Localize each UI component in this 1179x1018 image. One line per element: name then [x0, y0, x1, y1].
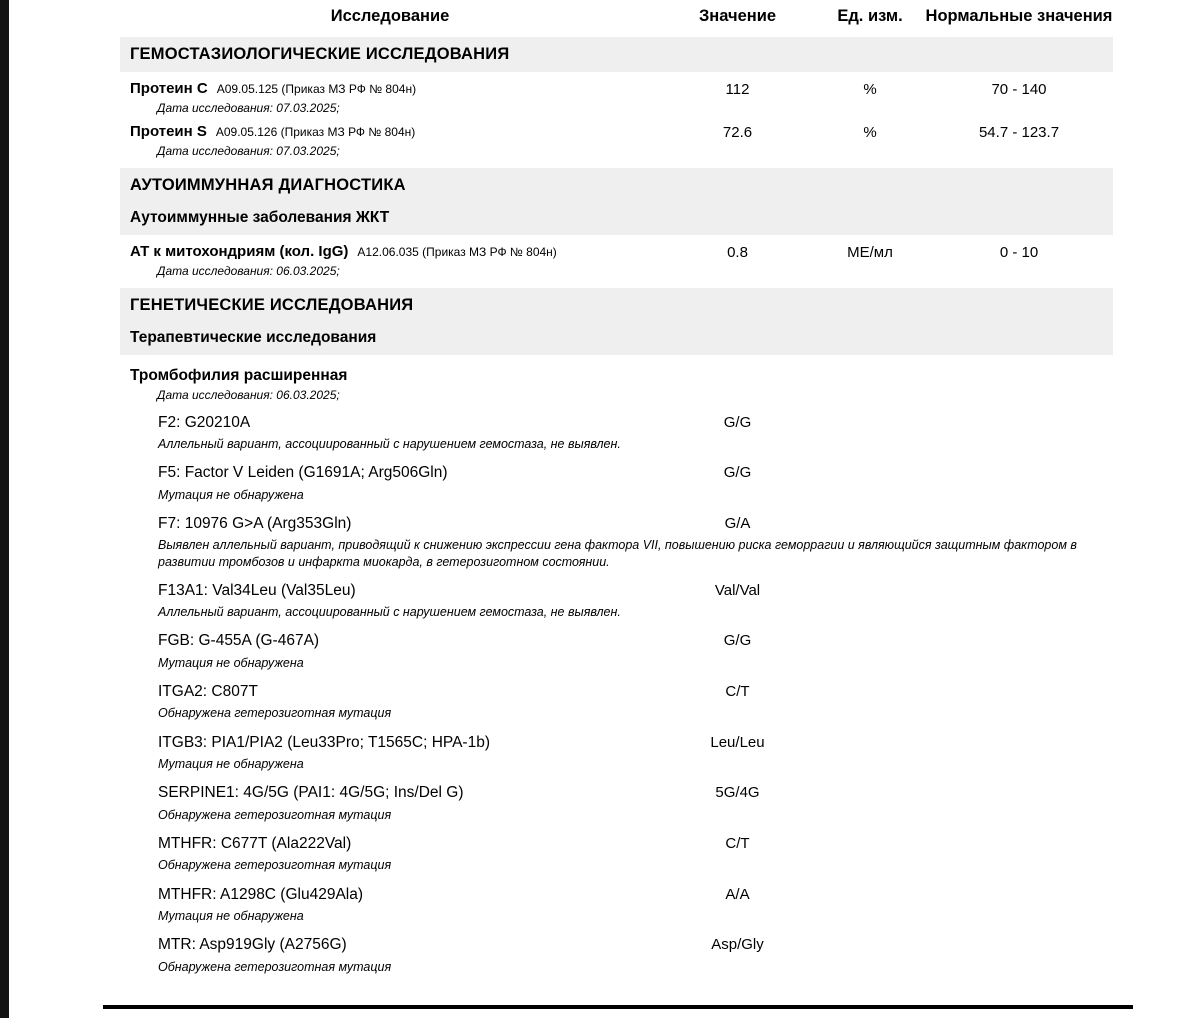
gene-value: C/T: [725, 834, 750, 852]
column-header-units: Ед. изм.: [837, 7, 903, 25]
gene-name: F13A1: Val34Leu (Val35Leu): [158, 581, 356, 599]
gene-note: Мутация не обнаружена: [158, 908, 304, 923]
test-normal: 54.7 - 123.7: [978, 123, 1060, 141]
test-row-protein-s: [120, 123, 1113, 158]
test-normal: 70 - 140: [991, 80, 1047, 98]
gene-name: MTHFR: C677T (Ala222Val): [158, 834, 352, 852]
gene-name: MTR: Asp919Gly (A2756G): [158, 936, 347, 954]
gene-name: F7: 10976 G>A (Arg353Gln): [158, 514, 352, 532]
gene-value: A/A: [725, 885, 750, 903]
test-code: А09.05.125 (Приказ МЗ РФ № 804н): [216, 81, 417, 96]
column-header-normal: Нормальные значения: [925, 7, 1113, 25]
test-units: %: [863, 80, 877, 98]
test-value: 0.8: [727, 243, 748, 261]
test-name: АТ к митохондриям (кол. IgG): [130, 242, 349, 260]
section-header-genetics: [120, 288, 1113, 355]
panel-date: Дата исследования: 06.03.2025;: [157, 387, 340, 402]
gene-value: Leu/Leu: [710, 733, 765, 751]
gene-row-mthfr-a1298c: [120, 885, 1113, 925]
gene-row-serpine1: [120, 783, 1113, 823]
gene-value: G/G: [723, 413, 752, 431]
gene-name: ITGB3: PIA1/PIA2 (Leu33Pro; T1565C; HPA-1b): [158, 733, 490, 751]
gene-row-f5: [120, 463, 1113, 503]
test-units: МЕ/мл: [847, 243, 893, 261]
section-title: ГЕНЕТИЧЕСКИЕ ИССЛЕДОВАНИЯ: [130, 295, 414, 314]
gene-name: MTHFR: A1298C (Glu429Ala): [158, 885, 364, 903]
page-left-edge: [0, 0, 9, 1018]
gene-note: Аллельный вариант, ассоциированный с нарушением гемостаза, не выявлен.: [158, 437, 621, 451]
gene-value: C/T: [725, 683, 750, 700]
gene-row-f2: [120, 413, 1113, 453]
column-header-value: Значение: [698, 7, 777, 25]
test-date: Дата исследования: 07.03.2025;: [157, 100, 340, 115]
gene-row-f13a1: [120, 581, 1113, 621]
test-date: Дата исследования: 07.03.2025;: [157, 143, 340, 158]
gene-name: SERPINE1: 4G/5G (PAI1: 4G/5G; Ins/Del G): [158, 784, 464, 802]
gene-note: Выявлен аллельный вариант, приводящий к снижению экспрессии гена фактора VII, повышению риска геморрагии и являющийся защитным фактором в развитии тромбозов и инфаркта миокарда, в гетерозиготном состоянии.: [158, 538, 1077, 569]
panel-name: Тромбофилия расширенная: [130, 366, 348, 384]
gene-row-mthfr-c677t: [120, 834, 1113, 874]
test-date: Дата исследования: 06.03.2025;: [157, 263, 340, 278]
gene-row-mtr: [120, 935, 1113, 975]
gene-name: F5: Factor V Leiden (G1691A; Arg506Gln): [158, 464, 448, 482]
gene-note: Обнаружена гетерозиготная мутация: [158, 858, 392, 873]
test-code: А12.06.035 (Приказ МЗ РФ № 804н): [357, 244, 557, 259]
gene-row-fgb: [120, 631, 1113, 671]
gene-note: Мутация не обнаружена: [158, 655, 304, 670]
lab-results-report: [120, 0, 1113, 975]
test-row-protein-c: [120, 80, 1113, 115]
gene-note: Обнаружена гетерозиготная мутация: [158, 706, 392, 721]
gene-note: Обнаружена гетерозиготная мутация: [158, 959, 392, 974]
table-header: [120, 0, 1113, 27]
gene-row-itgb3: [120, 733, 1113, 773]
gene-row-itga2: [120, 682, 1113, 722]
page-bottom-rule: [103, 1005, 1133, 1009]
gene-note: Мутация не обнаружена: [158, 757, 304, 771]
gene-note: Мутация не обнаружена: [158, 487, 304, 502]
section-title: ГЕМОСТАЗИОЛОГИЧЕСКИЕ ИССЛЕДОВАНИЯ: [130, 44, 510, 63]
gene-row-f7: [120, 514, 1113, 570]
gene-value: Val/Val: [714, 581, 761, 599]
gene-name: FGB: G-455A (G-467A): [158, 632, 320, 650]
test-value: 72.6: [722, 123, 753, 141]
section-header-autoimmune: [120, 168, 1113, 235]
section-header-hemostasis: [120, 37, 1113, 72]
gene-note: Обнаружена гетерозиготная мутация: [158, 807, 392, 822]
test-row-mitochondria-igg: [120, 243, 1113, 278]
section-subtitle: Терапевтические исследования: [130, 328, 377, 346]
test-normal: 0 - 10: [999, 243, 1039, 261]
section-subtitle: Аутоиммунные заболевания ЖКТ: [130, 208, 390, 226]
test-name: Протеин S: [130, 122, 207, 140]
gene-value: G/G: [723, 632, 752, 650]
gene-value: G/A: [724, 514, 751, 532]
test-units: %: [863, 123, 877, 141]
section-title: АУТОИММУННАЯ ДИАГНОСТИКА: [130, 175, 406, 194]
test-value: 112: [725, 80, 750, 98]
test-code: А09.05.126 (Приказ МЗ РФ № 804н): [215, 124, 416, 139]
gene-value: Asp/Gly: [711, 936, 764, 954]
gene-note: Аллельный вариант, ассоциированный с нарушением гемостаза, не выявлен.: [158, 605, 621, 620]
gene-name: ITGA2: C807T: [158, 683, 258, 700]
gene-value: 5G/4G: [715, 784, 760, 802]
gene-name: F2: G20210A: [158, 413, 251, 431]
gene-value: G/G: [723, 464, 752, 482]
column-header-study: Исследование: [330, 7, 450, 25]
test-name: Протеин C: [130, 79, 208, 97]
